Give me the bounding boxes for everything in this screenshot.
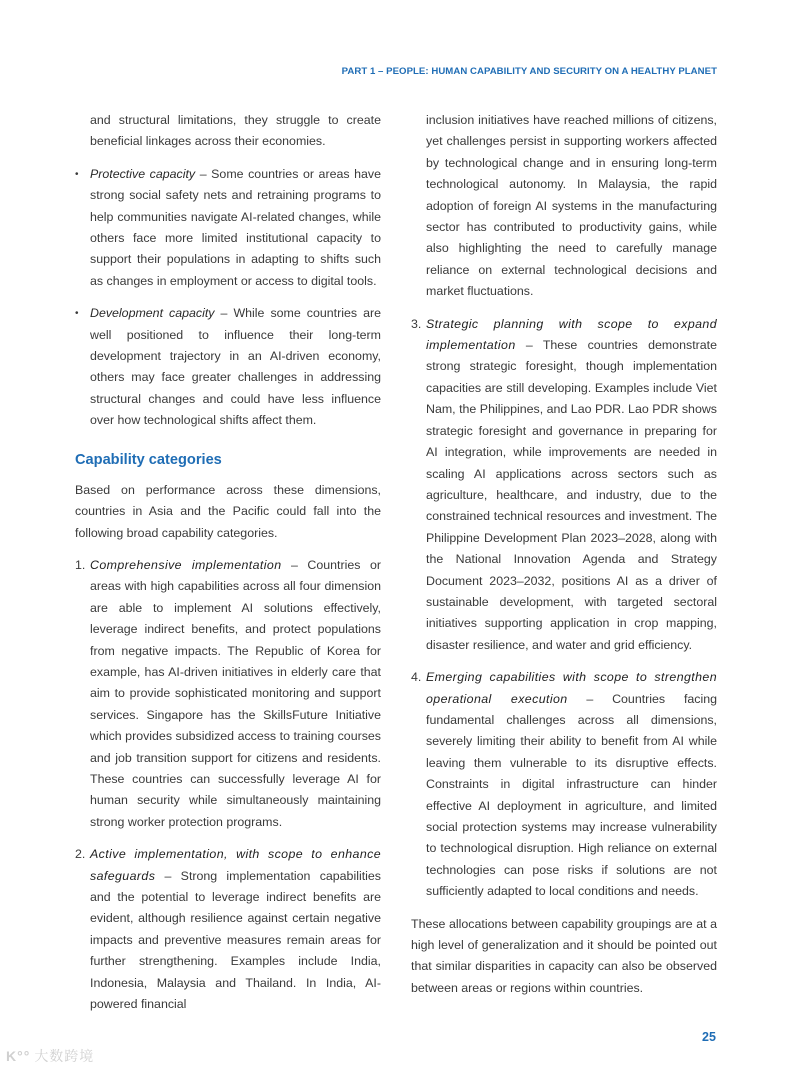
continuation-paragraph: inclusion initiatives have reached millions of citizens, yet challenges persist in supporting workers affected by technological change and in ensuring long-term technological autonomy. In Malaysia, the rapid adoption of foreign AI systems in the manufacturing sector has contributed to productivity gains, while also highlighting the need to carefully manage reliance on external technological decisions and market fluctuations. [426, 113, 717, 299]
right-column [411, 110, 717, 999]
bullet-term: Development capacity [90, 306, 215, 321]
left-column [75, 110, 381, 1015]
item-number: 1. [75, 557, 86, 572]
item-number: 3. [411, 316, 422, 331]
watermark-logo-icon: K°° [6, 1048, 31, 1064]
category-item-2 [75, 844, 381, 1015]
item-number: 4. [411, 670, 422, 685]
watermark-text: 大数跨境 [34, 1048, 95, 1064]
watermark [6, 1046, 94, 1066]
intro-paragraph: Based on performance across these dimensions, countries in Asia and the Pacific could fall into the following broad capability categories. [75, 482, 381, 540]
bullet-protective-capacity [75, 164, 381, 292]
bullet-development-capacity [75, 303, 381, 431]
item-text: – Countries facing fundamental challenges across all dimensions, severely limiting their ability to benefit from AI while leaving them vulnerable to its disruptive effects. Constraints in digital infrastructure can hinder effective AI deployment in agriculture, and limited social protection systems may increase vulnerability to technological disruption. High reliance on external technologies can pose risks if solutions are not sufficiently adapted to local conditions and needs. [426, 691, 718, 899]
item-text: – Countries or areas with high capabilities across all four dimension are able to implement AI solutions effectively, leverage indirect benefits, and protect populations from negative impacts. The Republic of Korea for example, has AI-driven initiatives in elderly care that aim to provide sophisticated monitoring and support services. Singapore has the SkillsFuture Initiative which provides subsidized access to training courses and job transition support for citizens and residents. These countries can successfully leverage AI for human security while simultaneously maintaining strong worker protection programs. [90, 557, 381, 829]
item-term: Comprehensive implementation [90, 557, 282, 572]
item-term: Active implementation, with scope to enhance safeguards [90, 847, 381, 883]
item-text: – These countries demonstrate strong strategic foresight, though implementation capacities are still developing. Examples include Viet Nam, the Philippines, and Lao PDR. Lao PDR shows strategic foresight and governance in preparing for AI integration, while improvements are needed in scaling AI applications across sectors such as agriculture, healthcare, and industry, due to the constrained technical resources and investment. The Philippine Development Plan 2023–2028, along with the National Innovation Agenda and Strategy Document 2023–2032, positions AI as a driver of sustainable development, with targeted sectoral initiatives supporting application in crop mapping, disaster resilience, and water and grid efficiency. [426, 338, 717, 652]
continuation-paragraph: and structural limitations, they struggle to create beneficial linkages across their economies. [90, 113, 381, 149]
item-term: Emerging capabilities with scope to strengthen operational execution [426, 670, 717, 706]
item-text: – Strong implementation capabilities and the potential to leverage indirect benefits are evident, although resilience against certain negative impacts and preventive measures remain areas for further strengthening. Examples include India, Indonesia, Malaysia and Thailand. In India, AI-powered financial [90, 868, 381, 1012]
category-item-1 [75, 555, 381, 833]
item-term: Strategic planning with scope to expand implementation [426, 316, 717, 353]
bullet-icon: • [75, 308, 79, 320]
item-number: 2. [75, 847, 86, 862]
page-number: 25 [702, 1030, 716, 1044]
running-header: PART 1 – PEOPLE: HUMAN CAPABILITY AND SECURITY ON A HEALTHY PLANET [341, 66, 717, 77]
category-item-4 [411, 667, 717, 902]
category-item-3 [411, 314, 717, 657]
section-heading: Capability categories [75, 451, 222, 468]
bullet-term: Protective capacity [90, 166, 196, 181]
bullet-icon: • [75, 168, 79, 180]
closing-paragraph: These allocations between capability groupings are at a high level of generalization and it should be pointed out that similar disparities in capacity can also be observed between areas or regions within countries. [411, 916, 717, 995]
bullet-text: – While some countries are well positioned to influence their long-term development trajectory in an AI-driven economy, others may face greater challenges in addressing structural changes and could have less influence over how technological shifts affect them. [90, 306, 381, 428]
bullet-text: – Some countries or areas have strong social safety nets and retraining programs to help communities navigate AI-related changes, while others face more limited institutional capacity to support their populations in adapting to shifts such as changes in employment or access to digital tools. [90, 166, 381, 288]
